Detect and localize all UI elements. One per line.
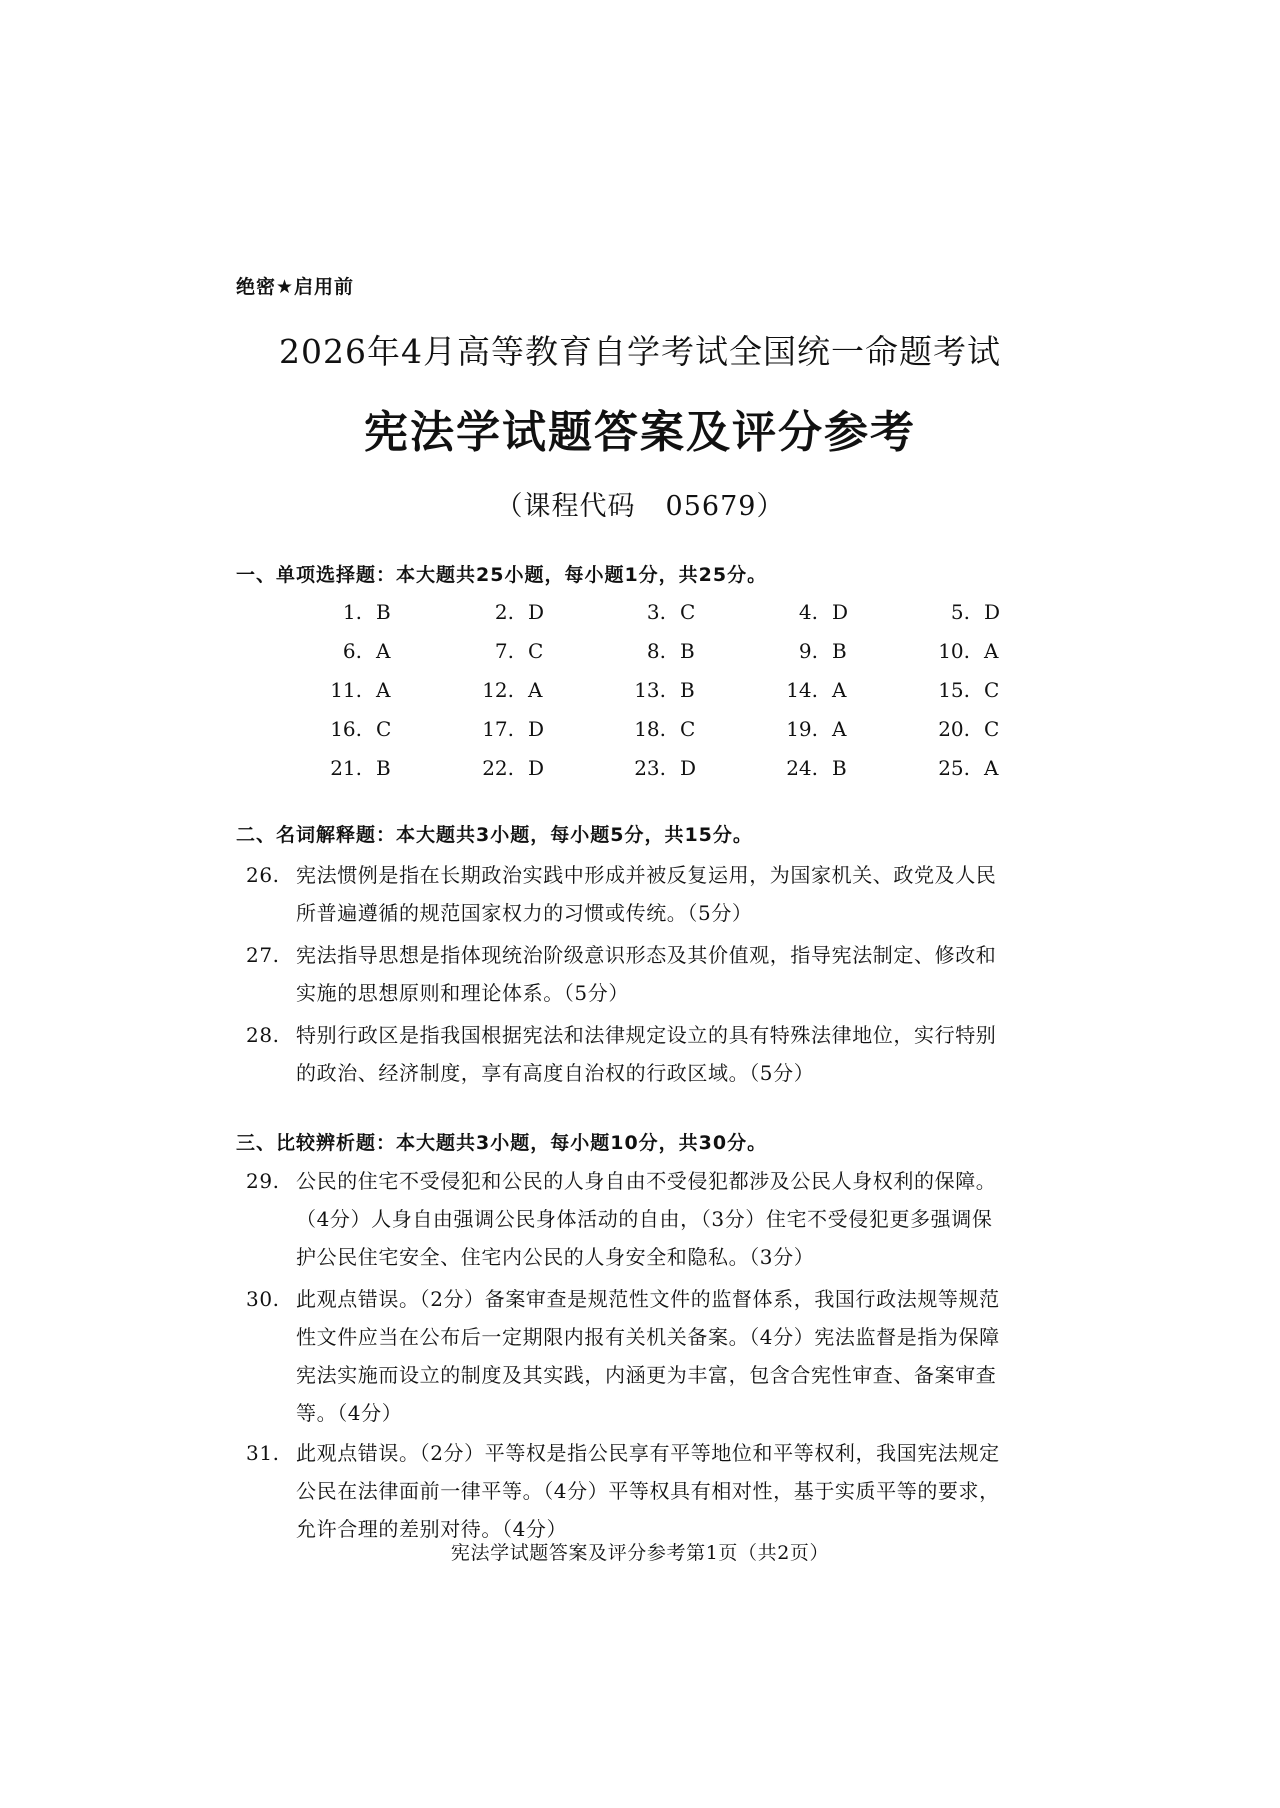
section-2-heading: 二、名词解释题：本大题共3小题，每小题5分，共15分。 [236, 824, 753, 846]
question-number: 1. [342, 600, 362, 624]
item-line: 特别行政区是指我国根据宪法和法律规定设立的具有特殊法律地位，实行特别 [296, 1023, 997, 1047]
question-number: 12. [482, 678, 514, 702]
question-number: 15. [938, 678, 970, 702]
item-number: 31. [246, 1441, 280, 1465]
course-code-prefix: （课程代码 [495, 491, 636, 522]
question-number: 14. [786, 678, 818, 702]
item-line: 宪法惯例是指在长期政治实践中形成并被反复运用，为国家机关、政党及人民 [296, 863, 997, 887]
question-number: 18. [634, 717, 666, 741]
question-number: 19. [786, 717, 818, 741]
answer-letter: A [376, 639, 391, 663]
answer-row [270, 756, 1030, 795]
page-footer: 宪法学试题答案及评分参考第1页（共2页） [450, 1542, 830, 1564]
question-number: 16. [330, 717, 362, 741]
question-number: 9. [798, 639, 818, 663]
question-number: 7. [494, 639, 514, 663]
question-number: 8. [646, 639, 666, 663]
item-line: 实施的思想原则和理论体系。（5分） [296, 981, 629, 1005]
section-1-heading: 一、单项选择题：本大题共25小题，每小题1分，共25分。 [236, 564, 768, 586]
answer-letter: C [376, 717, 392, 741]
question-number: 5. [950, 600, 970, 624]
answer-item-29 [246, 1162, 1056, 1276]
answer-letter: D [528, 756, 545, 780]
question-number: 10. [938, 639, 970, 663]
item-number: 28. [246, 1023, 280, 1047]
document-title: 宪法学试题答案及评分参考 [364, 407, 916, 458]
question-number: 13. [634, 678, 666, 702]
answer-letter: B [680, 678, 695, 702]
question-number: 3. [646, 600, 666, 624]
item-line: 宪法实施而设立的制度及其实践，内涵更为丰富，包含合宪性审查、备案审查 [296, 1363, 997, 1387]
answer-letter: C [984, 678, 1000, 702]
answer-letter: A [376, 678, 391, 702]
answer-letter: C [680, 717, 696, 741]
answer-letter: A [528, 678, 543, 702]
question-number: 4. [798, 600, 818, 624]
answer-grid [270, 600, 1030, 795]
item-number: 27. [246, 943, 280, 967]
item-line: 公民的住宅不受侵犯和公民的人身自由不受侵犯都涉及公民人身权利的保障。 [296, 1169, 997, 1193]
answer-letter: A [984, 639, 999, 663]
item-line: （4分）人身自由强调公民身体活动的自由，（3分）住宅不受侵犯更多强调保 [296, 1207, 993, 1231]
question-number: 23. [634, 756, 666, 780]
answer-letter: C [680, 600, 696, 624]
exam-title: 2026年4月高等教育自学考试全国统一命题考试 [279, 332, 1001, 371]
answer-item-26 [246, 856, 1056, 932]
answer-letter: D [832, 600, 849, 624]
answer-letter: B [376, 756, 391, 780]
answer-letter: D [528, 717, 545, 741]
answer-row [270, 678, 1030, 717]
question-number: 6. [342, 639, 362, 663]
question-number: 17. [482, 717, 514, 741]
answer-letter: C [528, 639, 544, 663]
course-code-line [0, 484, 1280, 523]
item-line: 护公民住宅安全、住宅内公民的人身安全和隐私。（3分） [296, 1245, 815, 1269]
item-line: 此观点错误。（2分）平等权是指公民享有平等地位和平等权利，我国宪法规定 [296, 1441, 1000, 1465]
question-number: 11. [330, 678, 362, 702]
answer-letter: C [984, 717, 1000, 741]
item-line: 的政治、经济制度，享有高度自治权的行政区域。（5分） [296, 1061, 815, 1085]
item-line: 等。（4分） [296, 1401, 403, 1425]
answer-item-30 [246, 1280, 1056, 1432]
item-line: 公民在法律面前一律平等。（4分）平等权具有相对性，基于实质平等的要求， [296, 1479, 1000, 1503]
question-number: 22. [482, 756, 514, 780]
answer-row [270, 600, 1030, 639]
confidential-label: 绝密★启用前 [236, 276, 355, 298]
question-number: 25. [938, 756, 970, 780]
answer-letter: B [680, 639, 695, 663]
item-line: 此观点错误。（2分）备案审查是规范性文件的监督体系，我国行政法规等规范 [296, 1287, 1000, 1311]
item-line: 允许合理的差别对待。（4分） [296, 1517, 568, 1541]
answer-item-28 [246, 1016, 1056, 1092]
answer-letter: D [680, 756, 697, 780]
item-line: 宪法指导思想是指体现统治阶级意识形态及其价值观，指导宪法制定、修改和 [296, 943, 997, 967]
answer-letter: D [984, 600, 1001, 624]
answer-letter: D [528, 600, 545, 624]
question-number: 2. [494, 600, 514, 624]
answer-letter: B [832, 756, 847, 780]
answer-letter: B [832, 639, 847, 663]
item-number: 26. [246, 863, 280, 887]
question-number: 24. [786, 756, 818, 780]
answer-letter: A [984, 756, 999, 780]
item-line: 所普遍遵循的规范国家权力的习惯或传统。（5分） [296, 901, 753, 925]
item-number: 29. [246, 1169, 280, 1193]
answer-item-31 [246, 1434, 1056, 1548]
answer-row [270, 639, 1030, 678]
answer-row [270, 717, 1030, 756]
section-3-heading: 三、比较辨析题：本大题共3小题，每小题10分，共30分。 [236, 1132, 768, 1154]
course-code-value: 05679） [665, 491, 785, 522]
question-number: 21. [330, 756, 362, 780]
item-line: 性文件应当在公布后一定期限内报有关机关备案。（4分）宪法监督是指为保障 [296, 1325, 1000, 1349]
answer-item-27 [246, 936, 1056, 1012]
item-number: 30. [246, 1287, 280, 1311]
answer-letter: A [832, 717, 847, 741]
question-number: 20. [938, 717, 970, 741]
answer-letter: B [376, 600, 391, 624]
answer-letter: A [832, 678, 847, 702]
